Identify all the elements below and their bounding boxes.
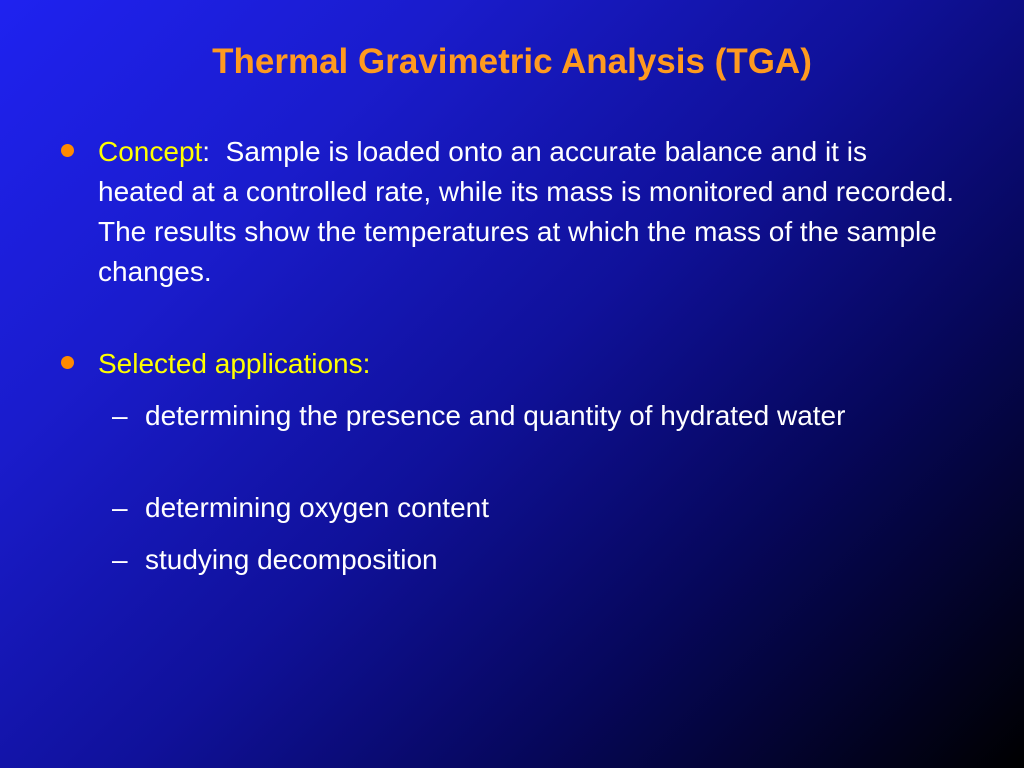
sub-bullet-text: determining the presence and quantity of hydrated water — [145, 400, 846, 431]
concept-text: Sample is loaded onto an accurate balance and it is heated at a controlled rate, while its mass is monitored and recorded. The results show the temperatures at which the mass of the sample changes. — [98, 136, 970, 287]
concept-colon: : — [202, 136, 211, 167]
slide-title: Thermal Gravimetric Analysis (TGA) — [212, 42, 812, 81]
bullet-concept — [98, 132, 970, 292]
bullet-applications — [98, 344, 958, 384]
bullet-dot-icon — [61, 356, 74, 369]
applications-label: Selected applications: — [98, 348, 371, 379]
sub-bullet-text: determining oxygen content — [145, 492, 489, 523]
sub-bullet-oxygen-content — [112, 488, 945, 528]
dash-marker: – — [112, 544, 128, 575]
concept-label: Concept — [98, 136, 203, 167]
dash-marker: – — [112, 492, 128, 523]
bullet-dot-icon — [61, 144, 74, 157]
sub-bullet-decomposition — [112, 540, 945, 580]
sub-bullet-hydrated-water — [112, 396, 945, 436]
dash-marker: – — [112, 400, 128, 431]
sub-bullet-text: studying decomposition — [145, 544, 438, 575]
